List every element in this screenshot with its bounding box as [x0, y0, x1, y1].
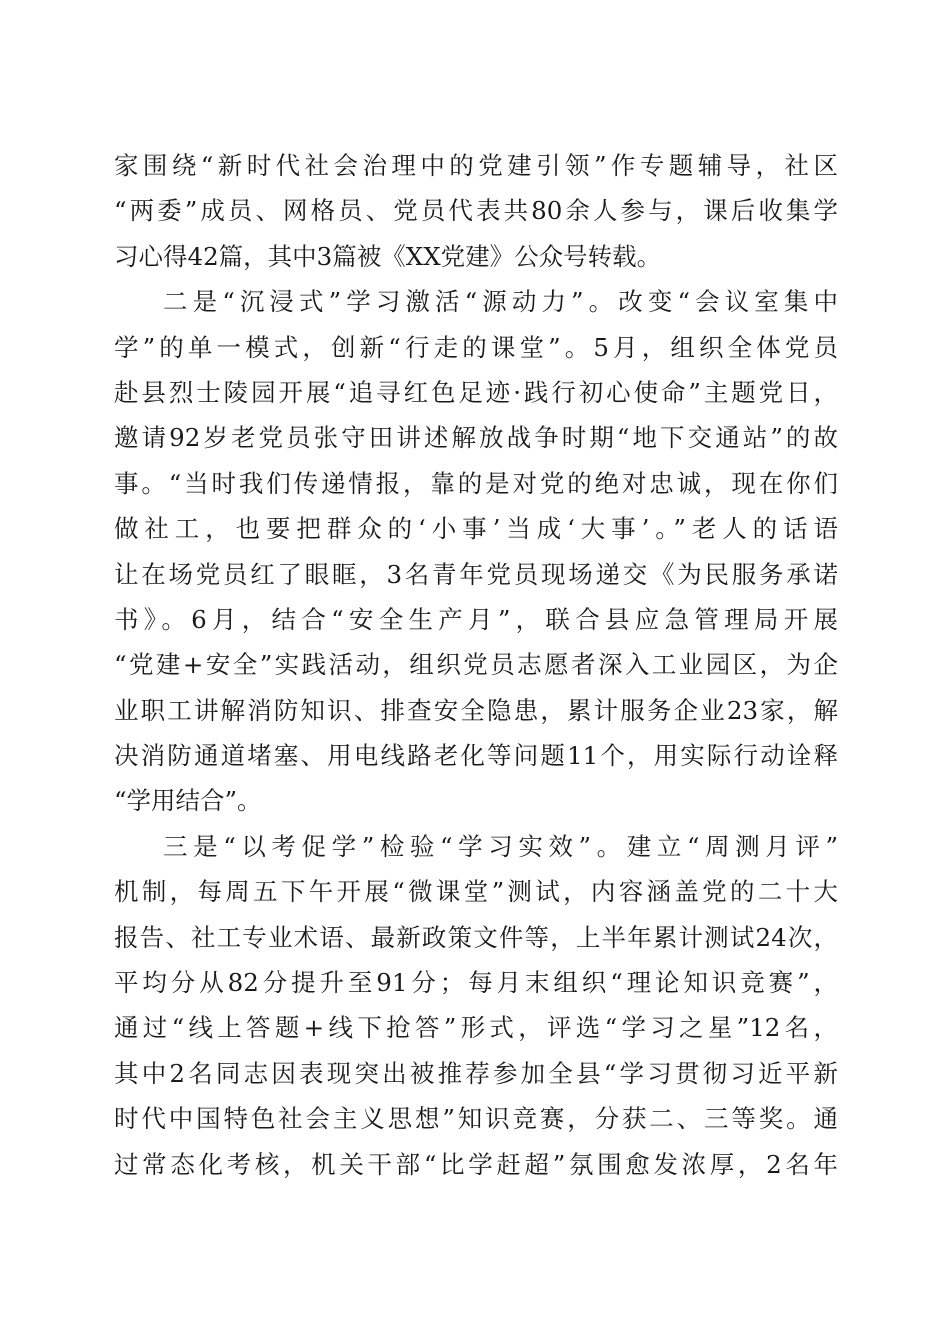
- text-line: 书》。6月，结合“安全生产月”，联合县应急管理局开展: [114, 604, 838, 634]
- text-line: 习心得42篇，其中3篇被《XX党建》公众号转载。: [114, 241, 662, 271]
- text-line: 决消防通道堵塞、用电线路老化等问题11个，用实际行动诠释: [114, 741, 838, 771]
- paragraph-start-line: 三是“以考促学”检验“学习实效”。建立“周测月评”: [163, 831, 838, 861]
- text-line: 业职工讲解消防知识、排查安全隐患，累计服务企业23家，解: [114, 695, 838, 725]
- text-line: 平均分从82分提升至91分；每月末组织“理论知识竞赛”，: [114, 968, 838, 998]
- text-line: “两委”成员、网格员、党员代表共80余人参与，课后收集学: [114, 196, 838, 226]
- text-line: 让在场党员红了眼眶，3名青年党员现场递交《为民服务承诺: [114, 559, 838, 589]
- text-line: 学”的单一模式，创新“行走的课堂”。5月，组织全体党员: [114, 332, 838, 362]
- text-line: “党建+安全”实践活动，组织党员志愿者深入工业园区，为企: [114, 650, 838, 680]
- text-line: 家围绕“新时代社会治理中的党建引领”作专题辅导，社区: [114, 151, 838, 180]
- text-line: 邀请92岁老党员张守田讲述解放战争时期“地下交通站”的故: [114, 423, 838, 453]
- text-line: 做社工，也要把群众的‘小事’当成‘大事’。”老人的话语: [114, 514, 838, 544]
- text-line: 时代中国特色社会主义思想”知识竞赛，分获二、三等奖。通: [114, 1104, 838, 1134]
- text-line: 赴县烈士陵园开展“追寻红色足迹·践行初心使命”主题党日，: [114, 377, 838, 407]
- text-line: 其中2名同志因表现突出被推荐参加全县“学习贯彻习近平新: [114, 1058, 838, 1088]
- text-line: 事。“当时我们传递情报，靠的是对党的绝对忠诚，现在你们: [114, 468, 838, 498]
- text-line: 通过“线上答题+线下抢答”形式，评选“学习之星”12名，: [114, 1013, 838, 1043]
- text-line: 过常态化考核，机关干部“比学赶超”氛围愈发浓厚，2名年: [114, 1149, 838, 1179]
- document-body: [114, 143, 838, 1187]
- text-line: 机制，每周五下午开展“微课堂”测试，内容涵盖党的二十大: [114, 877, 838, 907]
- text-line: 报告、社工专业术语、最新政策文件等，上半年累计测试24次，: [114, 922, 838, 952]
- paragraph-start-line: 二是“沉浸式”学习激活“源动力”。改变“会议室集中: [163, 287, 838, 317]
- text-line: “学用结合”。: [114, 786, 262, 816]
